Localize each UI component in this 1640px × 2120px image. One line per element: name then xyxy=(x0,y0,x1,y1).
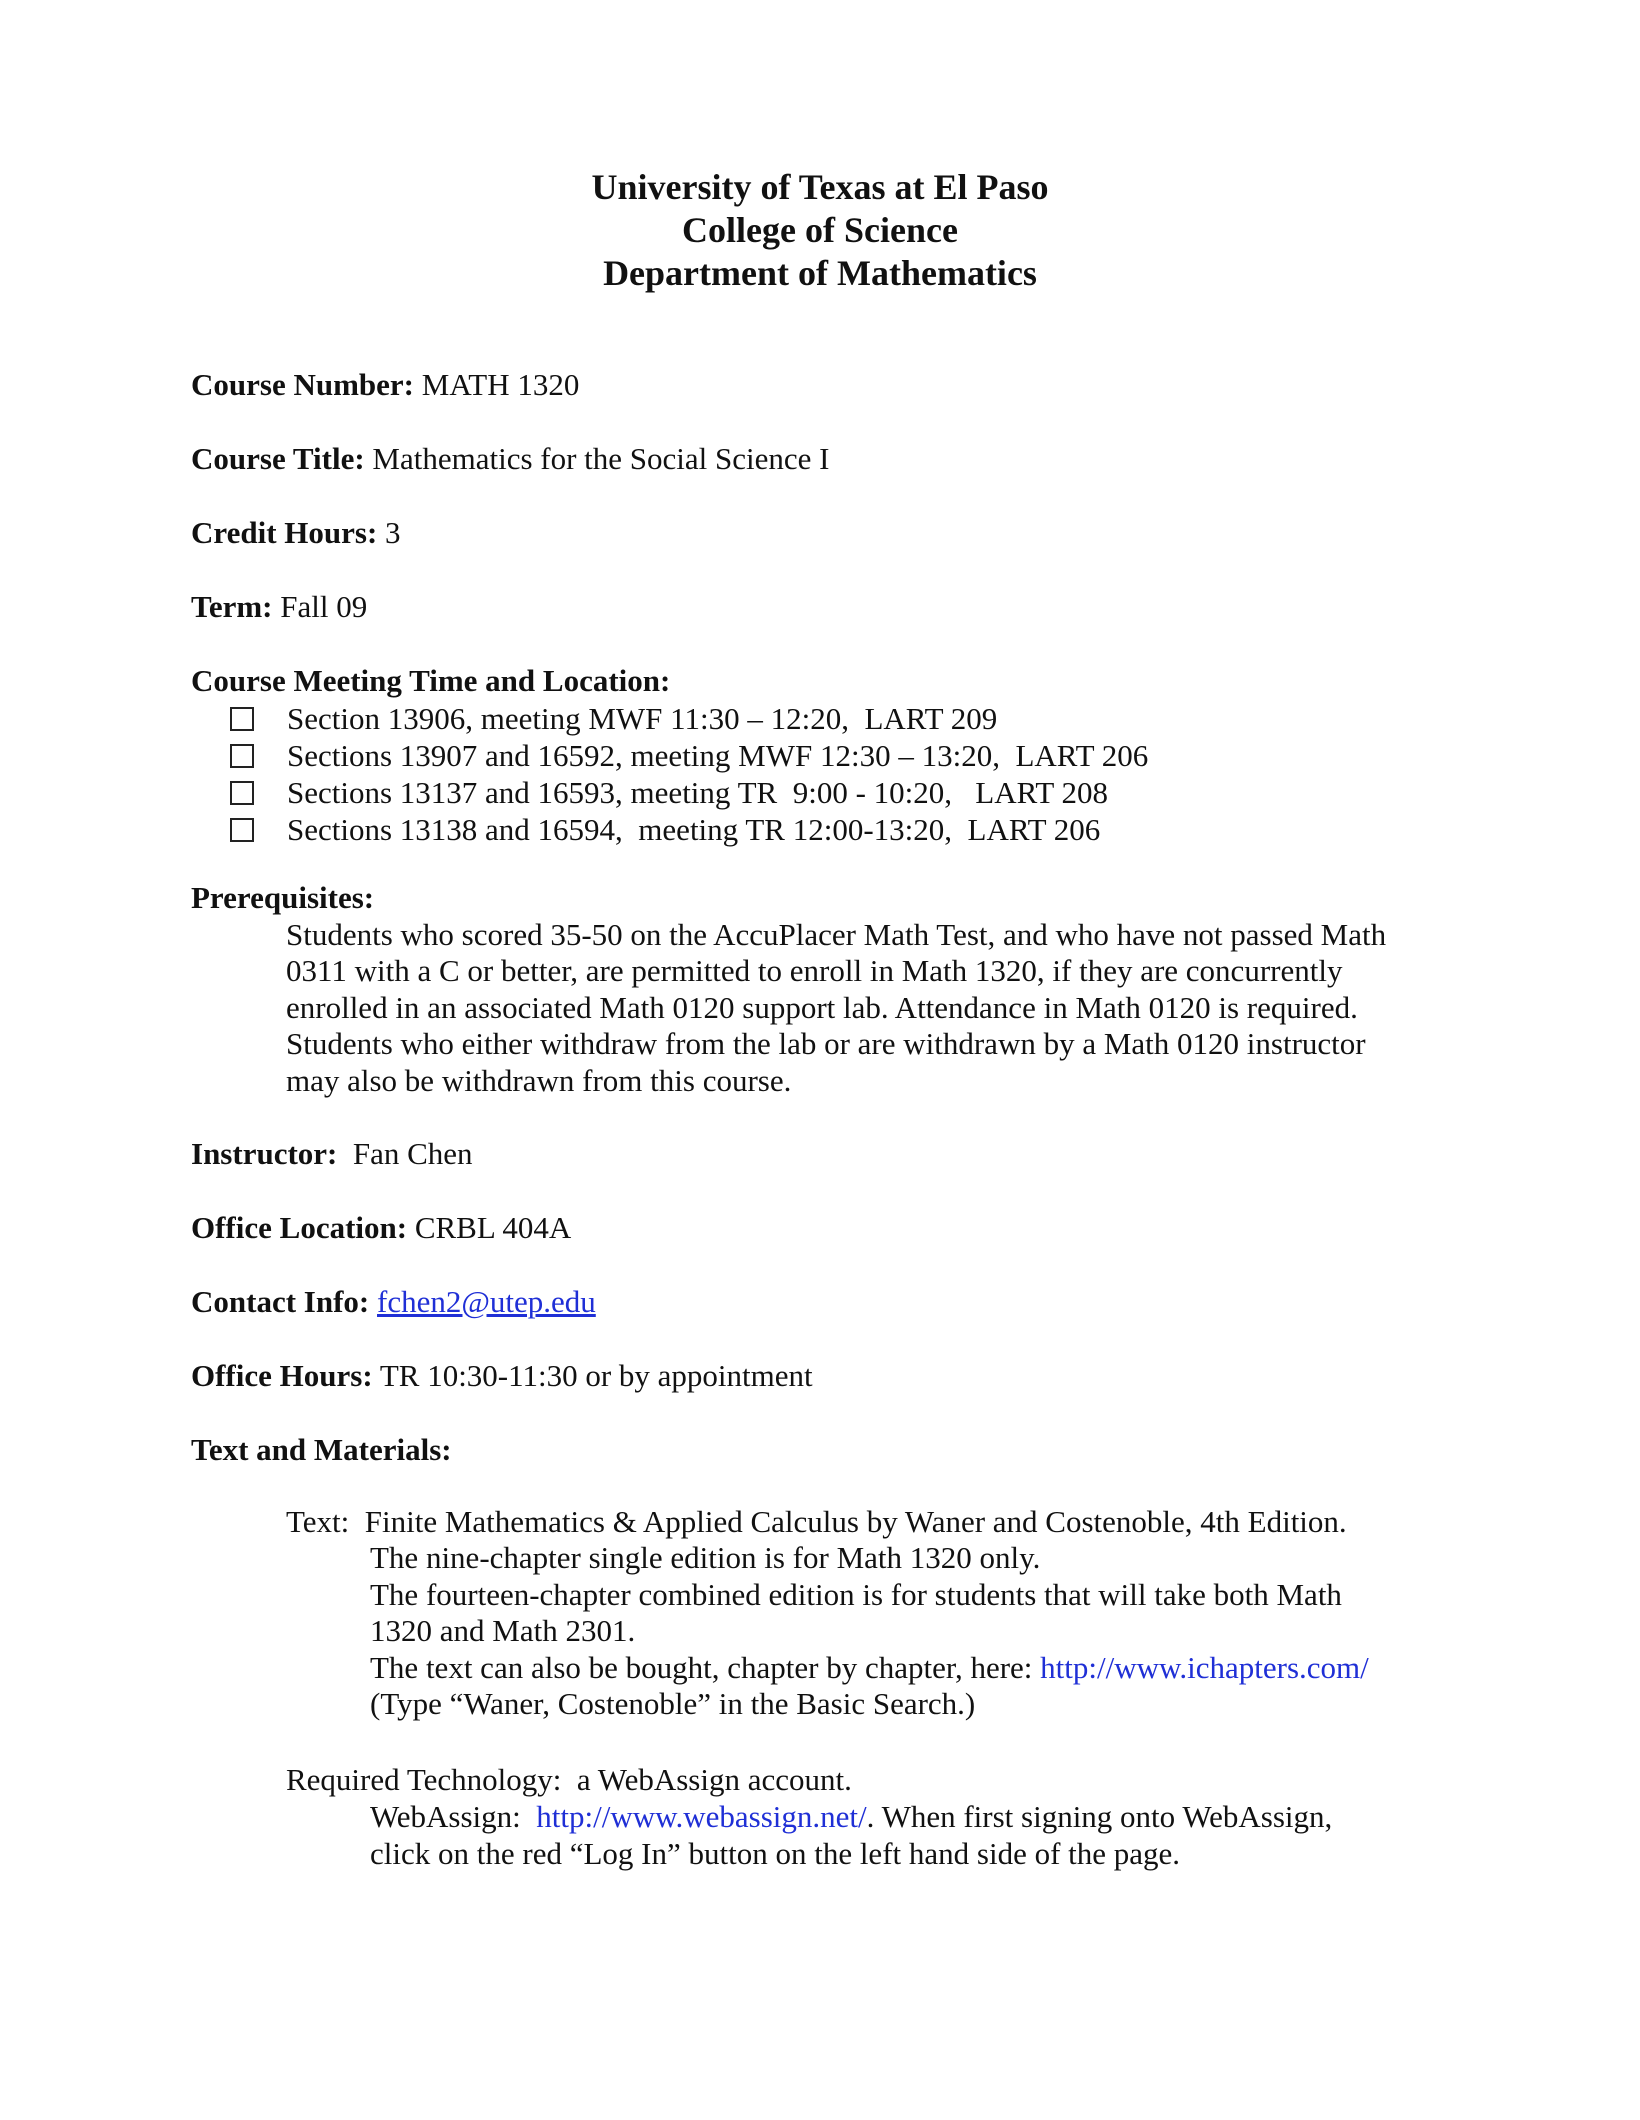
textbook-line: The nine-chapter single edition is for Math 1320 only. xyxy=(370,1540,1041,1576)
course-title-field xyxy=(191,441,830,477)
document-header xyxy=(0,166,1640,295)
credit-hours-label: Credit Hours: xyxy=(191,515,378,550)
technology-line xyxy=(286,1798,1332,1835)
course-number-label: Course Number: xyxy=(191,367,414,402)
technology-block xyxy=(286,1761,1332,1872)
webassign-prefix: WebAssign: xyxy=(370,1799,537,1834)
list-item xyxy=(230,737,1148,774)
textbook-line xyxy=(286,1504,1369,1540)
course-title-label: Course Title: xyxy=(191,441,365,476)
university-name: University of Texas at El Paso xyxy=(591,167,1049,207)
list-item xyxy=(230,811,1148,848)
instructor-value: Fan Chen xyxy=(337,1136,473,1171)
credit-hours-value: 3 xyxy=(377,515,401,550)
instructor-label: Instructor: xyxy=(191,1136,338,1171)
section-text: Sections 13138 and 16594, meeting TR 12:00-13:20, LART 206 xyxy=(287,811,1101,847)
webassign-suffix: . When first signing onto WebAssign, xyxy=(866,1799,1333,1834)
section-text: Section 13906, meeting MWF 11:30 – 12:20, LART 209 xyxy=(287,700,998,736)
contact-info-field xyxy=(191,1284,596,1320)
prerequisites-paragraph xyxy=(286,917,1466,1099)
textbook-line: 1320 and Math 2301. xyxy=(370,1613,636,1649)
office-location-label: Office Location: xyxy=(191,1210,408,1245)
ichapters-prefix: The text can also be bought, chapter by chapter, here: xyxy=(370,1649,1041,1685)
term-field xyxy=(191,589,367,625)
list-item xyxy=(230,774,1148,811)
technology-line: click on the red “Log In” button on the left hand side of the page. xyxy=(370,1836,1181,1871)
textbook-lead: Text: xyxy=(286,1504,365,1539)
prerequisites-line: Students who scored 35-50 on the AccuPlacer Math Test, and who have not passed Math xyxy=(286,917,1387,952)
textbook-block xyxy=(286,1504,1369,1722)
checkbox-icon[interactable] xyxy=(230,781,254,805)
textbook-title: Finite Mathematics & Applied Calculus by Waner and Costenoble, 4th Edition. xyxy=(364,1504,1347,1539)
office-location-field xyxy=(191,1210,571,1246)
checkbox-icon[interactable] xyxy=(230,707,254,731)
email-link[interactable]: fchen2@utep.edu xyxy=(377,1284,596,1319)
office-hours-value: TR 10:30-11:30 or by appointment xyxy=(372,1358,813,1393)
term-value: Fall 09 xyxy=(272,589,368,624)
prerequisites-line: Students who either withdraw from the lab or are withdrawn by a Math 0120 instructor xyxy=(286,1026,1366,1062)
technology-line: Required Technology: a WebAssign account. xyxy=(286,1762,852,1797)
text-materials-heading xyxy=(191,1432,452,1468)
term-label: Term: xyxy=(191,589,273,624)
contact-info-label: Contact Info: xyxy=(191,1284,370,1319)
checkbox-icon[interactable] xyxy=(230,818,254,842)
ichapters-link[interactable]: http://www.ichapters.com/ xyxy=(1040,1649,1369,1685)
list-item xyxy=(230,700,1148,737)
prerequisites-line: enrolled in an associated Math 0120 support lab. Attendance in Math 0120 is required. xyxy=(286,989,1358,1025)
department-name: Department of Mathematics xyxy=(603,253,1037,293)
textbook-line xyxy=(286,1650,1369,1686)
checkbox-icon[interactable] xyxy=(230,744,254,768)
office-location-value: CRBL 404A xyxy=(407,1210,572,1245)
course-number-field xyxy=(191,367,579,403)
textbook-line: (Type “Waner, Costenoble” in the Basic Search.) xyxy=(370,1686,976,1722)
course-title-value: Mathematics for the Social Science I xyxy=(364,441,830,476)
prerequisites-line: 0311 with a C or better, are permitted to enroll in Math 1320, if they are concurrently xyxy=(286,953,1343,989)
webassign-link[interactable]: http://www.webassign.net/ xyxy=(536,1799,867,1834)
office-hours-label: Office Hours: xyxy=(191,1358,373,1393)
meeting-heading-label: Course Meeting Time and Location: xyxy=(191,663,671,698)
office-hours-field xyxy=(191,1358,813,1394)
textbook-line: The fourteen-chapter combined edition is for students that will take both Math xyxy=(370,1576,1342,1612)
section-list xyxy=(230,700,1148,848)
prerequisites-line: may also be withdrawn from this course. xyxy=(286,1062,792,1098)
meeting-heading xyxy=(191,663,670,699)
text-materials-label: Text and Materials: xyxy=(191,1432,452,1467)
prerequisites-heading xyxy=(191,880,374,916)
college-name: College of Science xyxy=(682,210,958,250)
section-text: Sections 13907 and 16592, meeting MWF 12:30 – 13:20, LART 206 xyxy=(287,737,1149,773)
prerequisites-label: Prerequisites: xyxy=(191,880,375,915)
credit-hours-field xyxy=(191,515,401,551)
section-text: Sections 13137 and 16593, meeting TR 9:00 - 10:20, LART 208 xyxy=(287,774,1109,810)
course-number-value: MATH 1320 xyxy=(414,367,580,402)
instructor-field xyxy=(191,1136,473,1172)
